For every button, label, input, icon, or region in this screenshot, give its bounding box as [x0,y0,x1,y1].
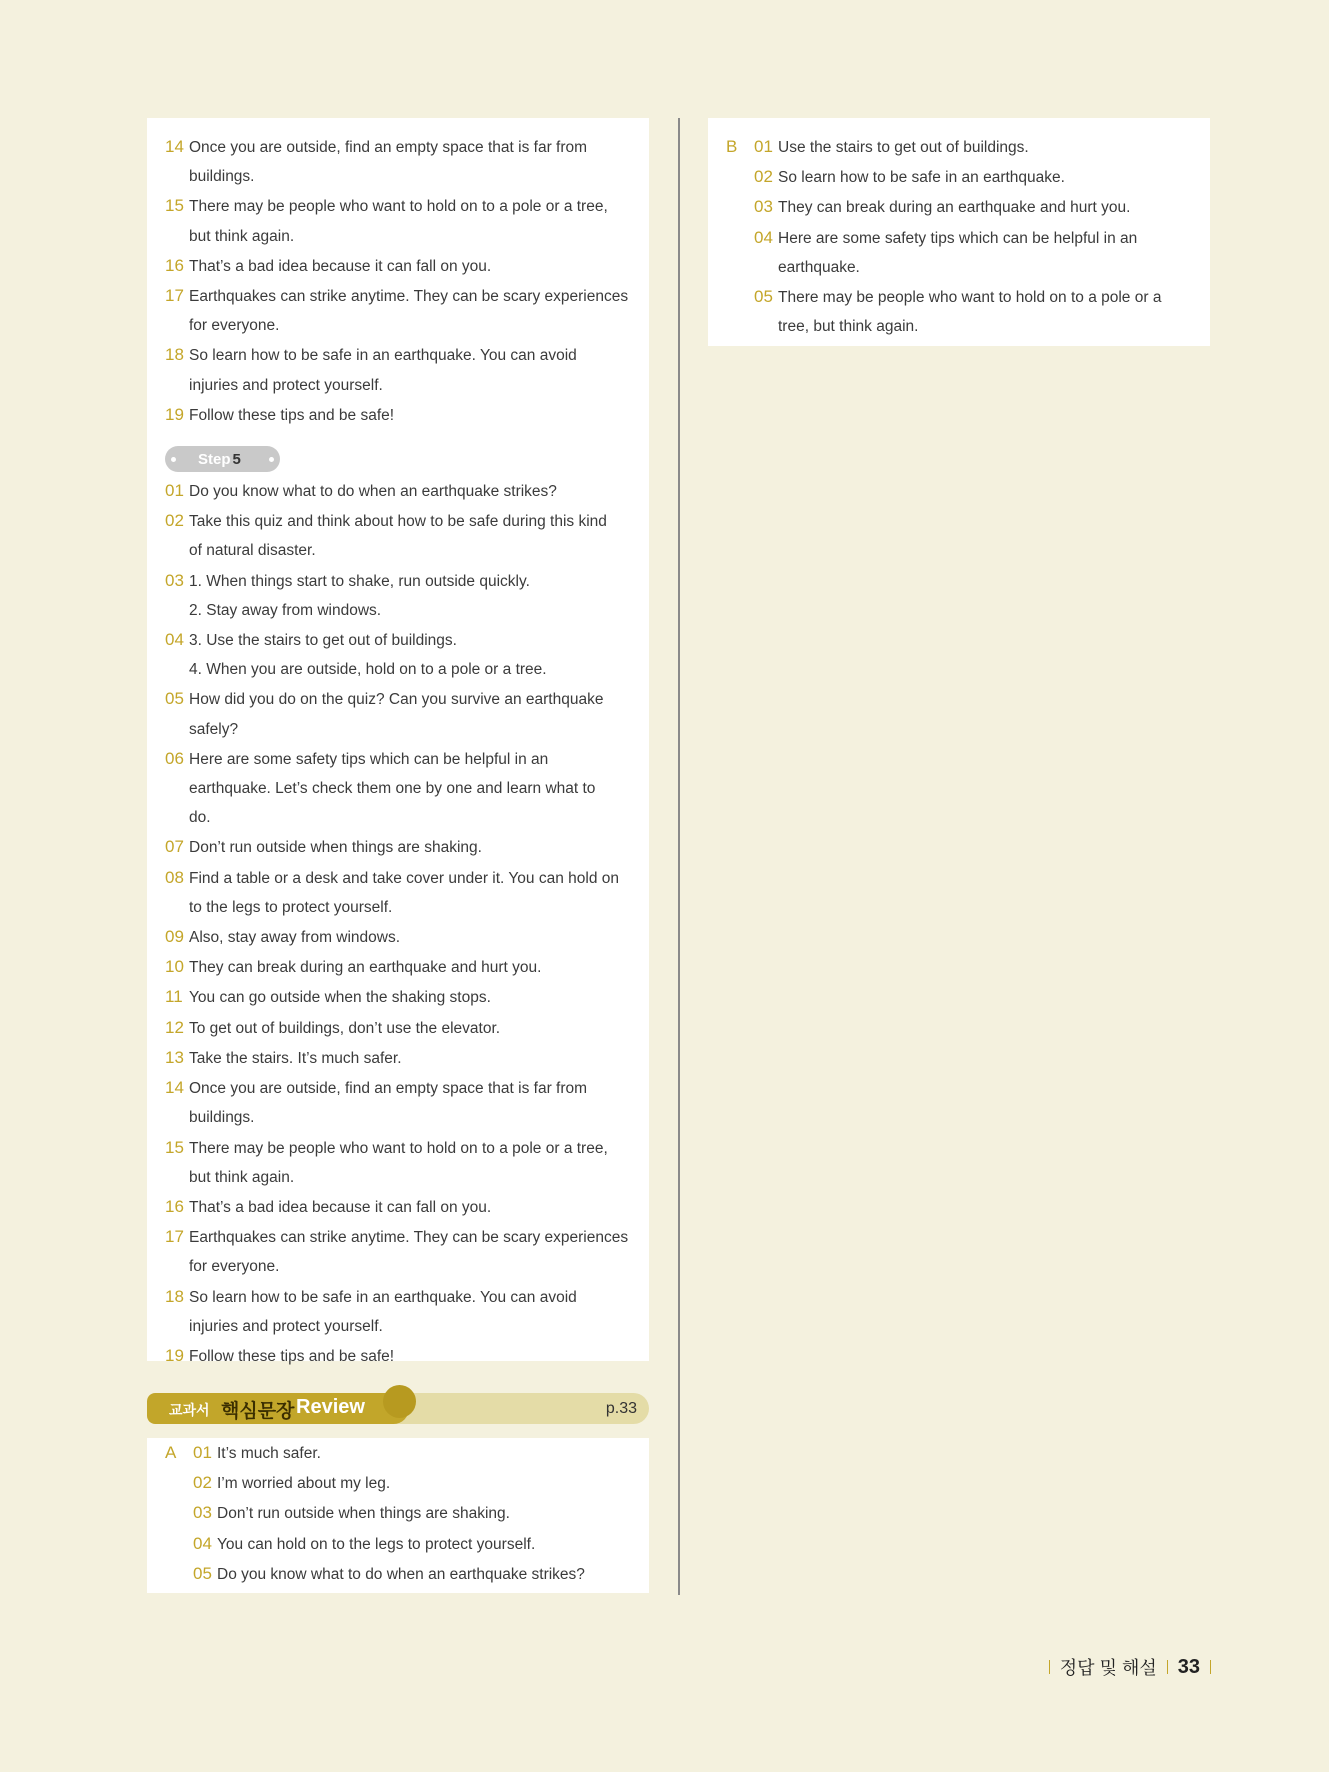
line-text: but think again. [189,1168,295,1186]
line-number: 02 [165,511,184,531]
text-line [165,371,631,400]
text-line [165,744,631,774]
text-line [165,566,631,596]
text-line [165,1103,631,1132]
text-line [165,222,631,251]
review-item [165,1438,631,1468]
text-line [165,281,631,311]
item-text: Don’t run outside when things are shaking. [217,1505,510,1523]
line-text: There may be people who want to hold on to a pole or a tree, [189,198,608,216]
line-text: Earthquakes can strike anytime. They can be scary experiences [189,288,629,306]
text-line [165,191,631,221]
item-number: 04 [754,227,773,247]
line-number: 08 [165,867,184,887]
line-number: 16 [165,255,184,275]
line-number: 18 [165,1286,184,1306]
section-letter: A [165,1443,177,1462]
item-text: Here are some safety tips which can be helpful in an [778,229,1138,247]
text-line [165,1312,631,1341]
divider-bar [1167,1660,1168,1674]
step-badge [165,446,280,472]
line-text: 3. Use the stairs to get out of buildings. [189,632,457,650]
text-line [165,1192,631,1222]
text-line [165,162,631,191]
divider-bar [1049,1660,1050,1674]
text-line [165,952,631,982]
review-item [165,1468,631,1498]
line-text: 1. When things start to shake, run outside quickly. [189,572,530,590]
step-word: Step [198,450,231,468]
item-text: earthquake. [778,258,860,276]
line-text: for everyone. [189,317,280,335]
line-number: 06 [165,748,184,768]
line-text: to the legs to protect yourself. [189,898,393,916]
text-line [165,803,631,832]
line-text: That’s a bad idea because it can fall on you. [189,1198,492,1216]
text-line [165,536,631,565]
line-number: 18 [165,345,184,365]
item-text: It’s much safer. [217,1445,321,1462]
line-number: 04 [165,630,184,650]
item-number: 03 [754,197,773,217]
text-line [165,863,631,893]
line-number: 19 [165,404,184,424]
review-item [726,192,1192,222]
text-line [165,655,631,684]
text-line [165,1222,631,1252]
line-text: You can go outside when the shaking stops. [189,989,491,1007]
item-text: Use the stairs to get out of buildings. [778,139,1029,156]
line-number: 15 [165,196,184,216]
line-text: So learn how to be safe in an earthquake. You can avoid [189,1288,577,1306]
line-number: 07 [165,837,184,857]
line-text: for everyone. [189,1258,280,1276]
line-number: 11 [165,987,183,1007]
review-a-panel [147,1438,649,1593]
line-text: Follow these tips and be safe! [189,406,395,424]
item-text: You can hold on to the legs to protect yourself. [217,1535,536,1553]
item-number: 03 [193,1503,212,1523]
item-number: 05 [193,1563,212,1583]
item-number: 02 [193,1473,212,1493]
review-item [726,223,1192,253]
page-number: 33 [1177,1655,1200,1678]
dot-icon [269,457,274,462]
line-text: Here are some safety tips which can be helpful in an [189,750,549,768]
item-number: 05 [754,287,773,307]
review-header-bar [147,1393,649,1424]
review-item [726,162,1192,192]
line-text: 2. Stay away from windows. [189,601,382,619]
text-line [165,1163,631,1192]
review-section-a [165,1438,631,1589]
line-number: 19 [165,1345,184,1365]
line-text: safely? [189,720,239,738]
text-line [165,400,631,430]
line-number: 17 [165,286,184,306]
line-text: injuries and protect yourself. [189,1317,383,1335]
review-item [165,1559,631,1589]
review-item [726,282,1192,312]
item-text: They can break during an earthquake and hurt you. [778,199,1131,217]
line-number: 03 [165,570,184,590]
line-text: Once you are outside, find an empty space that is far from [189,1080,588,1098]
text-line [165,1282,631,1312]
item-continuation [726,312,1192,341]
section-letter: B [726,137,738,156]
line-number: 14 [165,1078,184,1098]
item-number: 01 [193,1443,212,1462]
text-line [165,1133,631,1163]
item-number: 01 [754,137,773,156]
text-line [165,1341,631,1371]
line-text: Don’t run outside when things are shaking. [189,839,482,857]
text-line [165,311,631,340]
review-b-panel [708,118,1210,346]
text-line [165,922,631,952]
text-line [165,982,631,1012]
text-line [165,340,631,370]
text-line [165,1252,631,1281]
text-line [165,715,631,744]
line-text: So learn how to be safe in an earthquake. You can avoid [189,347,577,365]
page-footer [1049,1654,1211,1680]
circle-decoration-icon [383,1385,416,1418]
text-line [165,1073,631,1103]
line-text: Also, stay away from windows. [189,929,401,947]
column-divider [678,118,680,1595]
line-text: buildings. [189,1109,255,1127]
review-english-title: Review [296,1396,365,1418]
line-text: Do you know what to do when an earthquake strikes? [189,483,557,501]
line-number: 05 [165,689,184,709]
line-number: 09 [165,927,184,947]
line-text: do. [189,809,211,827]
line-text: injuries and protect yourself. [189,376,383,394]
line-number: 17 [165,1227,184,1247]
item-number: 04 [193,1533,212,1553]
text-line [165,893,631,922]
line-text: How did you do on the quiz? Can you survive an earthquake [189,691,604,709]
review-section-b [726,132,1192,341]
line-text: buildings. [189,168,255,186]
review-page-ref: p.33 [605,1400,637,1417]
dot-icon [171,457,176,462]
line-number: 10 [165,957,184,977]
line-number: 14 [165,137,184,156]
text-line [165,251,631,281]
line-text: earthquake. Let’s check them one by one and learn what to [189,780,596,798]
step-number: 5 [232,450,241,468]
line-text: They can break during an earthquake and hurt you. [189,959,542,977]
item-text: I’m worried about my leg. [217,1475,391,1493]
review-korean-title: 핵심문장 [221,1401,295,1422]
line-text: Follow these tips and be safe! [189,1347,395,1365]
text-line [165,625,631,655]
review-item [165,1529,631,1559]
text-line [165,774,631,803]
line-text: but think again. [189,227,295,245]
lines-group-a [165,132,631,430]
text-line [165,506,631,536]
item-text: So learn how to be safe in an earthquake. [778,169,1065,187]
text-line [165,684,631,714]
text-line [165,1013,631,1043]
line-number: 01 [165,481,184,501]
line-number: 15 [165,1137,184,1157]
item-continuation [726,253,1192,282]
text-line [165,476,631,506]
review-item [165,1498,631,1528]
line-text: There may be people who want to hold on to a pole or a tree, [189,1139,608,1157]
line-text: Take the stairs. It’s much safer. [189,1049,402,1067]
line-text: That’s a bad idea because it can fall on you. [189,257,492,275]
left-top-panel [147,118,649,1365]
text-line [165,132,631,162]
text-line [165,1043,631,1073]
review-small-label: 교과서 [169,1402,210,1418]
line-text: Find a table or a desk and take cover under it. You can hold on [189,869,619,887]
line-text: of natural disaster. [189,542,316,560]
footer-label: 정답 및 해설 [1059,1658,1157,1678]
line-number: 13 [165,1047,184,1067]
lines-group-b [165,476,631,1371]
line-text: 4. When you are outside, hold on to a pole or a tree. [189,661,547,679]
divider-bar [1210,1660,1211,1674]
review-item [726,132,1192,162]
line-text: Take this quiz and think about how to be safe during this kind [189,513,607,531]
item-text: Do you know what to do when an earthquake strikes? [217,1565,585,1583]
line-text: Once you are outside, find an empty space that is far from [189,139,588,156]
item-text: tree, but think again. [778,318,919,336]
line-number: 16 [165,1196,184,1216]
item-number: 02 [754,167,773,187]
item-text: There may be people who want to hold on to a pole or a [778,289,1162,307]
line-text: To get out of buildings, don’t use the elevator. [189,1019,501,1037]
line-number: 12 [165,1017,184,1037]
text-line [165,596,631,625]
text-line [165,832,631,862]
line-text: Earthquakes can strike anytime. They can be scary experiences [189,1229,629,1247]
